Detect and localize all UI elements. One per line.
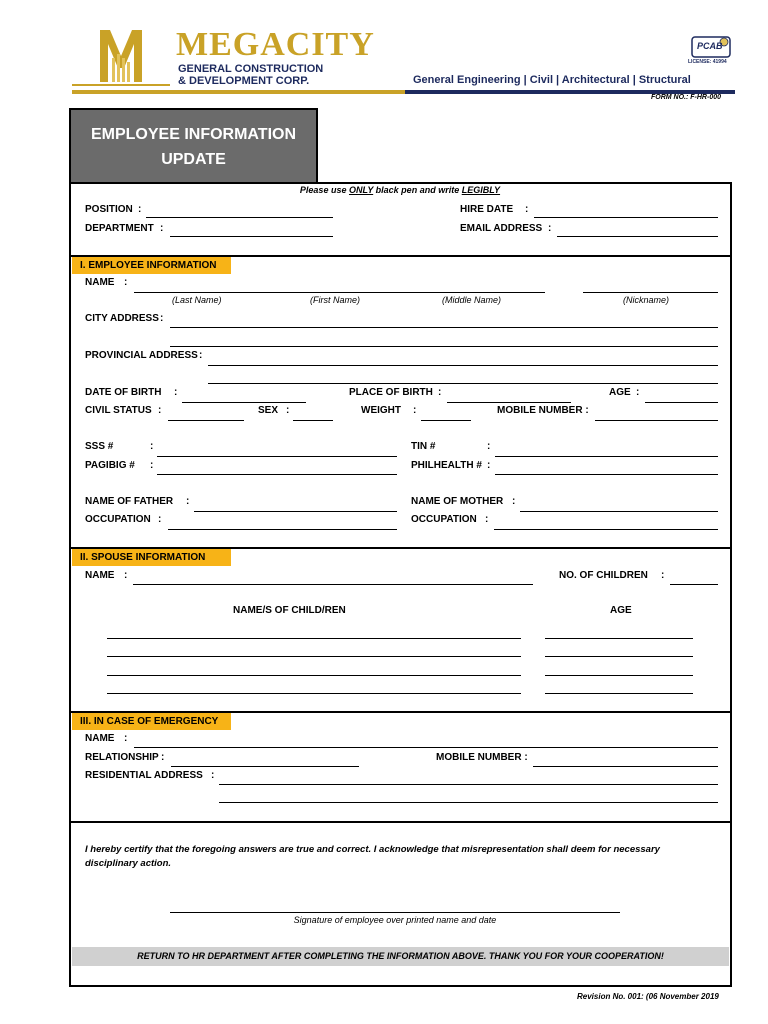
civil-status-field[interactable] (168, 407, 244, 421)
philhealth-field[interactable] (495, 461, 718, 475)
pob-colon: : (438, 387, 442, 398)
email-label: EMAIL ADDRESS (460, 223, 543, 234)
provincial-address-colon: : (199, 350, 203, 361)
return-note: RETURN TO HR DEPARTMENT AFTER COMPLETING THE INFORMATION ABOVE. THANK YOU FOR YOUR COOPERATION! (137, 951, 664, 961)
no-of-children-colon: : (661, 570, 665, 581)
company-subtitle-2: & DEVELOPMENT CORP. (178, 75, 310, 87)
company-logo (72, 28, 170, 90)
position-colon: : (138, 204, 142, 215)
revision-number: Revision No. 001: (06 November 2019 (577, 992, 719, 1001)
civil-status-label: CIVIL STATUS (85, 405, 152, 416)
tin-field[interactable] (495, 443, 718, 457)
license-label: LICENSE: 41994 (688, 59, 727, 65)
residential-address-field-2[interactable] (219, 789, 718, 803)
pagibig-label: PAGIBIG # (85, 460, 135, 471)
spouse-name-field[interactable] (133, 571, 533, 585)
civil-status-colon: : (158, 405, 162, 416)
city-address-label: CITY ADDRESS (85, 313, 159, 324)
dob-label: DATE OF BIRTH (85, 387, 162, 398)
company-name: MEGACITY (176, 26, 375, 63)
mobile-label: MOBILE NUMBER : (497, 405, 589, 416)
position-field[interactable] (146, 204, 333, 218)
children-age-header: AGE (610, 605, 632, 616)
father-field[interactable] (194, 498, 397, 512)
section2-heading: II. SPOUSE INFORMATION (72, 549, 231, 566)
instruction-only: ONLY (348, 185, 374, 195)
form-title-line2: UPDATE (161, 151, 226, 168)
pcab-badge (688, 34, 734, 68)
emp-name-field[interactable] (134, 279, 545, 293)
provincial-address-label: PROVINCIAL ADDRESS (85, 350, 198, 361)
age-colon: : (636, 387, 640, 398)
child-age-field[interactable] (545, 662, 693, 676)
certification-statement: I hereby certify that the foregoing answers are true and correct. I acknowledge that misrepresentation shall deem for necessary disciplinary action. (85, 844, 660, 869)
weight-colon: : (413, 405, 417, 416)
father-occupation-label: OCCUPATION (85, 514, 151, 525)
sss-label: SSS # (85, 441, 114, 452)
position-label: POSITION (85, 204, 133, 215)
pagibig-colon: : (150, 460, 154, 471)
age-label: AGE (609, 387, 631, 398)
weight-label: WEIGHT (361, 405, 401, 416)
form-title-line1: EMPLOYEE INFORMATION (90, 126, 297, 143)
middle-name-caption: (Middle Name) (442, 295, 502, 305)
philhealth-label: PHILHEALTH # (411, 460, 482, 471)
emergency-name-label: NAME (85, 733, 115, 744)
child-age-field[interactable] (545, 643, 693, 657)
letterhead (0, 0, 768, 105)
city-address-colon: : (160, 313, 164, 324)
weight-field[interactable] (421, 407, 471, 421)
title-box (69, 108, 318, 184)
city-address-field-2[interactable] (170, 333, 718, 347)
pcab-label: PCAB (697, 41, 723, 51)
no-of-children-label: NO. OF CHILDREN (559, 570, 648, 581)
nickname-caption: (Nickname) (623, 295, 670, 305)
child-name-field[interactable] (107, 662, 521, 676)
department-label: DEPARTMENT (85, 223, 154, 234)
emergency-name-colon: : (124, 733, 128, 744)
certification-divider (70, 821, 731, 823)
emp-nickname-field[interactable] (583, 279, 718, 293)
section1-heading: I. EMPLOYEE INFORMATION (72, 257, 231, 274)
email-colon: : (548, 223, 552, 234)
hire-date-field[interactable] (534, 204, 718, 218)
provincial-address-field-2[interactable] (208, 370, 718, 384)
residential-address-colon: : (211, 770, 215, 781)
first-name-caption: (First Name) (310, 295, 360, 305)
relationship-field[interactable] (171, 753, 359, 767)
spouse-name-label: NAME (85, 570, 115, 581)
mother-field[interactable] (520, 498, 718, 512)
relationship-label: RELATIONSHIP (85, 752, 159, 763)
pagibig-field[interactable] (157, 461, 397, 475)
age-field[interactable] (645, 389, 718, 403)
tin-label: TIN # (411, 441, 436, 452)
instruction (0, 185, 768, 195)
department-colon: : (160, 223, 164, 234)
emergency-mobile-label: MOBILE NUMBER : (436, 752, 528, 763)
instruction-legibly: LEGIBLY (461, 185, 501, 195)
child-age-field[interactable] (545, 680, 693, 694)
last-name-caption: (Last Name) (172, 295, 222, 305)
hire-date-label: HIRE DATE (460, 204, 514, 215)
department-field[interactable] (170, 223, 333, 237)
mother-label: NAME OF MOTHER (411, 496, 504, 507)
sex-colon: : (286, 405, 290, 416)
city-address-field[interactable] (170, 314, 718, 328)
father-occupation-colon: : (158, 514, 162, 525)
mobile-field[interactable] (595, 407, 718, 421)
signature-caption: Signature of employee over printed name and date (293, 915, 497, 925)
return-note-bar (72, 947, 729, 966)
sex-label: SEX (258, 405, 279, 416)
company-subtitle-1: GENERAL CONSTRUCTION (178, 63, 324, 75)
children-names-header: NAME/S OF CHILD/REN (233, 605, 346, 616)
sss-field[interactable] (157, 443, 397, 457)
child-name-field[interactable] (107, 625, 521, 639)
child-age-field[interactable] (545, 625, 693, 639)
residential-address-label: RESIDENTIAL ADDRESS (85, 770, 203, 781)
father-label: NAME OF FATHER (85, 496, 174, 507)
header-divider (72, 90, 412, 94)
instruction-pre: Please use (299, 185, 347, 195)
hire-date-colon: : (525, 204, 529, 215)
mother-colon: : (512, 496, 516, 507)
sss-colon: : (150, 441, 154, 452)
emergency-name-field[interactable] (134, 734, 718, 748)
mother-occupation-label: OCCUPATION (411, 514, 477, 525)
no-of-children-field[interactable] (670, 571, 718, 585)
relationship-colon: : (161, 752, 165, 763)
email-field[interactable] (557, 223, 718, 237)
instruction-mid: black pen and write (375, 185, 460, 195)
section3-heading: III. IN CASE OF EMERGENCY (72, 713, 231, 730)
child-name-field[interactable] (107, 680, 521, 694)
spouse-name-colon: : (124, 570, 128, 581)
father-occupation-field[interactable] (168, 516, 397, 530)
services-line: General Engineering | Civil | Architectural | Structural (413, 74, 691, 86)
child-name-field[interactable] (107, 643, 521, 657)
philhealth-colon: : (487, 460, 491, 471)
form-number: FORM NO.: F-HR-000 (651, 94, 721, 101)
father-colon: : (186, 496, 190, 507)
pob-label: PLACE OF BIRTH (349, 387, 433, 398)
pob-field[interactable] (447, 389, 571, 403)
signature-field[interactable] (170, 899, 620, 913)
residential-address-field[interactable] (219, 771, 718, 785)
provincial-address-field[interactable] (208, 352, 718, 366)
tin-colon: : (487, 441, 491, 452)
emp-name-label: NAME (85, 277, 115, 288)
mother-occupation-field[interactable] (494, 516, 718, 530)
sex-field[interactable] (293, 407, 333, 421)
dob-field[interactable] (182, 389, 306, 403)
mother-occupation-colon: : (485, 514, 489, 525)
dob-colon: : (174, 387, 178, 398)
emp-name-colon: : (124, 277, 128, 288)
emergency-mobile-field[interactable] (533, 753, 718, 767)
